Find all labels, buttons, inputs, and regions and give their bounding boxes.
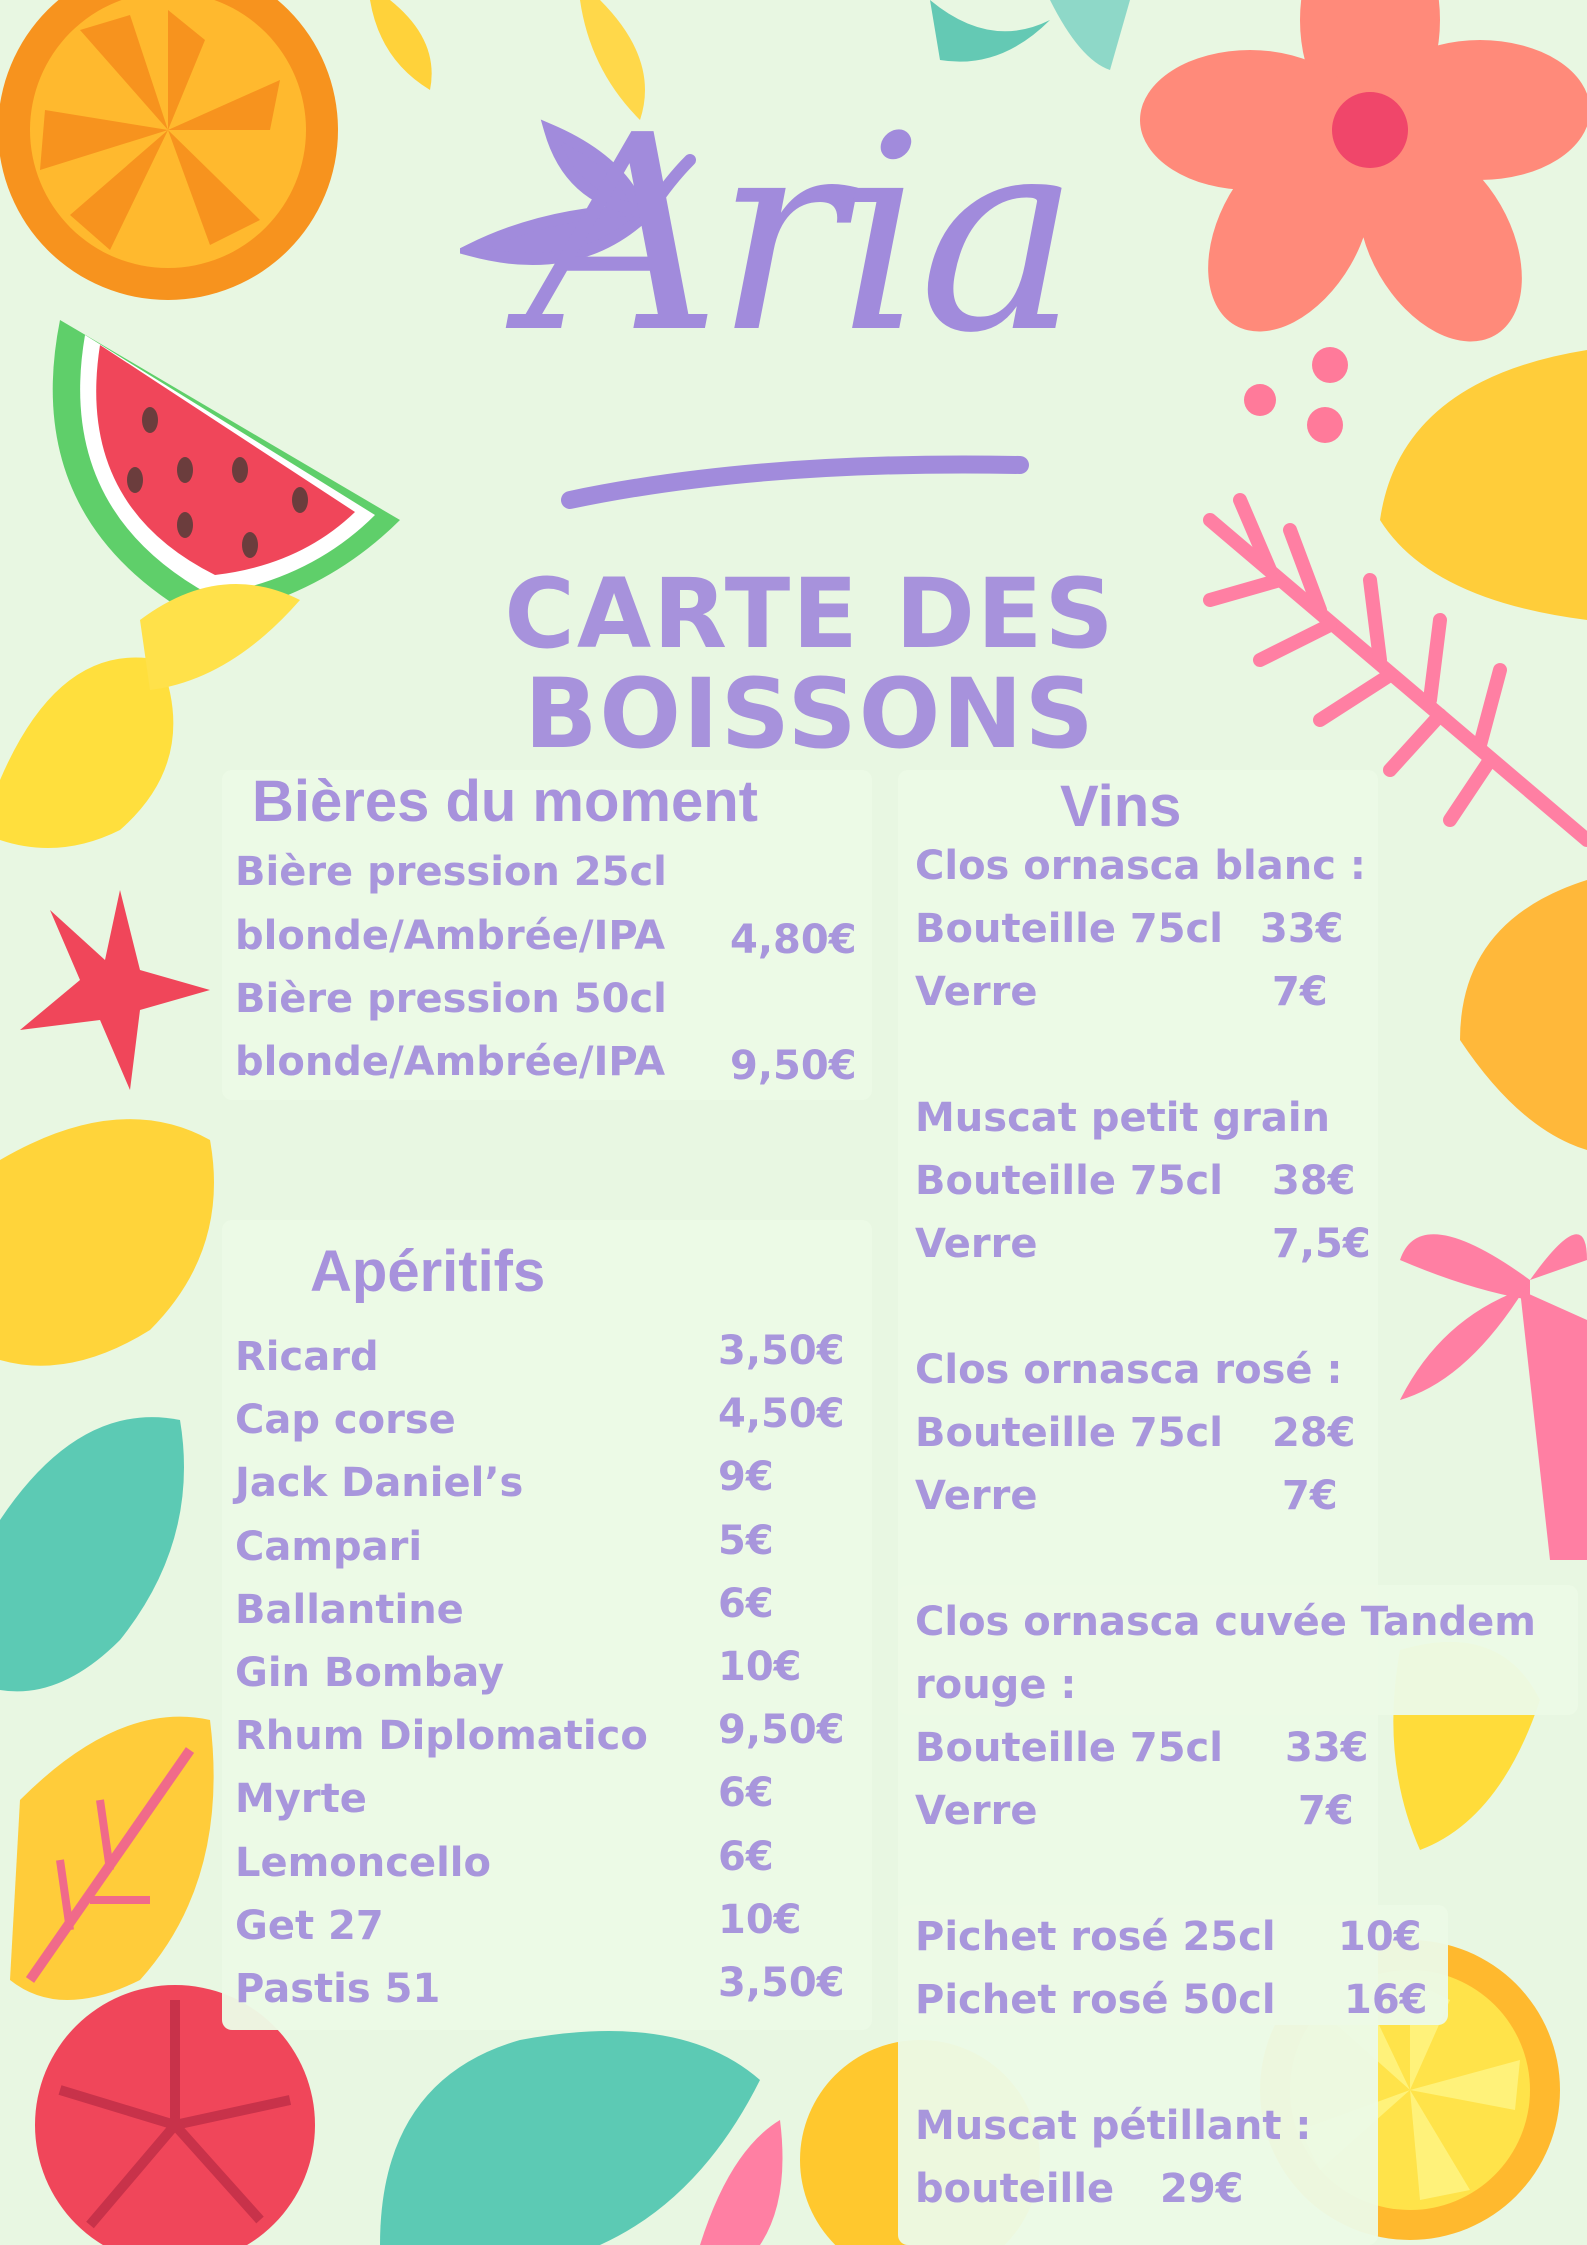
aperitif-item-name: Cap corse <box>235 1397 456 1444</box>
leaf-icon <box>140 584 300 690</box>
wine-line-price: 33€ <box>1260 906 1344 952</box>
aperitif-item-price: 5€ <box>718 1517 774 1564</box>
aperitif-item-name: Ricard <box>235 1334 379 1380</box>
leaf-icon <box>1380 350 1587 620</box>
wine-line-label: rouge : <box>915 1662 1077 1708</box>
aperitif-item-name: Lemoncello <box>235 1839 491 1886</box>
beers-heading: Bières du moment <box>252 769 758 834</box>
wine-line-price: 10€ <box>1338 1914 1422 1960</box>
leaf-icon <box>370 0 432 90</box>
leaf-icon <box>1460 880 1587 1150</box>
aperitif-item-name: Pastis 51 <box>235 1966 441 2012</box>
aperitif-item-name: Campari <box>235 1523 423 1570</box>
aperitif-item-name: Gin Bombay <box>235 1650 505 1696</box>
wine-line-label: Clos ornasca rosé : <box>915 1347 1343 1393</box>
aperitif-item-price: 4,50€ <box>718 1391 845 1438</box>
wine-line-price: 7€ <box>1272 969 1328 1015</box>
wine-line-label: Verre <box>915 1221 1038 1267</box>
page-title-line2: BOISSONS <box>524 658 1096 770</box>
wine-line-price: 28€ <box>1272 1410 1356 1456</box>
aperitif-item-price: 6€ <box>718 1833 774 1880</box>
wine-line-label: Bouteille 75cl <box>915 906 1223 952</box>
aperitif-item-name: Rhum Diplomatico <box>235 1713 648 1760</box>
aperitif-item-price: 10€ <box>718 1896 802 1943</box>
aperitif-item-price: 6€ <box>718 1580 774 1627</box>
wines-heading: Vins <box>1060 774 1182 839</box>
wine-line-price: 16€ <box>1344 1977 1428 2023</box>
wine-line-price: 29€ <box>1160 2166 1244 2212</box>
wine-line-label: Clos ornasca blanc : <box>915 843 1366 889</box>
wine-line-label: Pichet rosé 50cl <box>915 1977 1276 2023</box>
aperitif-item-price: 9,50€ <box>718 1707 845 1754</box>
wine-line-price: 7€ <box>1298 1788 1354 1834</box>
wine-line-label: Muscat pétillant : <box>915 2103 1312 2149</box>
beer-item-name: blonde/Ambrée/IPA <box>235 913 666 959</box>
wine-line-label: bouteille <box>915 2166 1115 2212</box>
wine-line-label: Pichet rosé 25cl <box>915 1914 1276 1960</box>
aperitifs-heading: Apéritifs <box>310 1239 546 1304</box>
aperitif-item-price: 10€ <box>718 1644 802 1690</box>
monstera-leaf-icon <box>0 1417 184 1691</box>
monstera-leaf-icon <box>0 1119 214 1366</box>
wine-line-label: Bouteille 75cl <box>915 1158 1223 1204</box>
aperitif-item-name: Get 27 <box>235 1902 384 1949</box>
orange-slice-icon <box>0 0 338 300</box>
aperitif-item-price: 3,50€ <box>718 1960 845 2006</box>
leaf-icon <box>10 1717 214 2000</box>
watermelon-slice-icon <box>53 320 400 620</box>
wine-line-price: 7,5€ <box>1272 1221 1371 1267</box>
leaf-icon <box>930 0 1050 62</box>
page-title-line1: CARTE DES <box>504 558 1116 670</box>
aperitif-item-name: Ballantine <box>235 1586 464 1633</box>
wine-line-label: Verre <box>915 1473 1038 1519</box>
wine-line-label: Verre <box>915 1788 1038 1834</box>
aperitif-item-name: Jack Daniel’s <box>235 1460 524 1507</box>
wine-line-price: 7€ <box>1282 1473 1338 1519</box>
wine-line-label: Bouteille 75cl <box>915 1725 1223 1771</box>
aperitif-item-name: Myrte <box>235 1776 367 1823</box>
beer-item-price: 9,50€ <box>730 1043 857 1089</box>
wine-line-price: 38€ <box>1272 1158 1356 1204</box>
leaf-icon <box>380 2031 760 2245</box>
aperitif-item-price: 3,50€ <box>718 1328 845 1374</box>
wine-line-price: 33€ <box>1285 1725 1369 1771</box>
wine-line-label: Clos ornasca cuvée Tandem <box>915 1599 1536 1645</box>
beer-item-name: blonde/Ambrée/IPA <box>235 1039 666 1085</box>
beer-item-price: 4,80€ <box>730 917 857 963</box>
leaf-icon <box>0 658 173 849</box>
beer-item-name: Bière pression 25cl <box>235 849 667 895</box>
brand-name: Aria <box>526 77 1074 392</box>
beer-item-name: Bière pression 50cl <box>235 976 667 1022</box>
aperitif-item-price: 9€ <box>718 1454 774 1501</box>
wine-line-label: Muscat petit grain <box>915 1095 1331 1141</box>
wine-line-label: Verre <box>915 969 1038 1015</box>
starfish-icon <box>20 890 210 1090</box>
palm-tree-icon <box>1400 1234 1587 1560</box>
aperitif-item-price: 6€ <box>718 1770 774 1817</box>
wine-line-label: Bouteille 75cl <box>915 1410 1223 1456</box>
hibiscus-flower-icon <box>1140 0 1587 370</box>
